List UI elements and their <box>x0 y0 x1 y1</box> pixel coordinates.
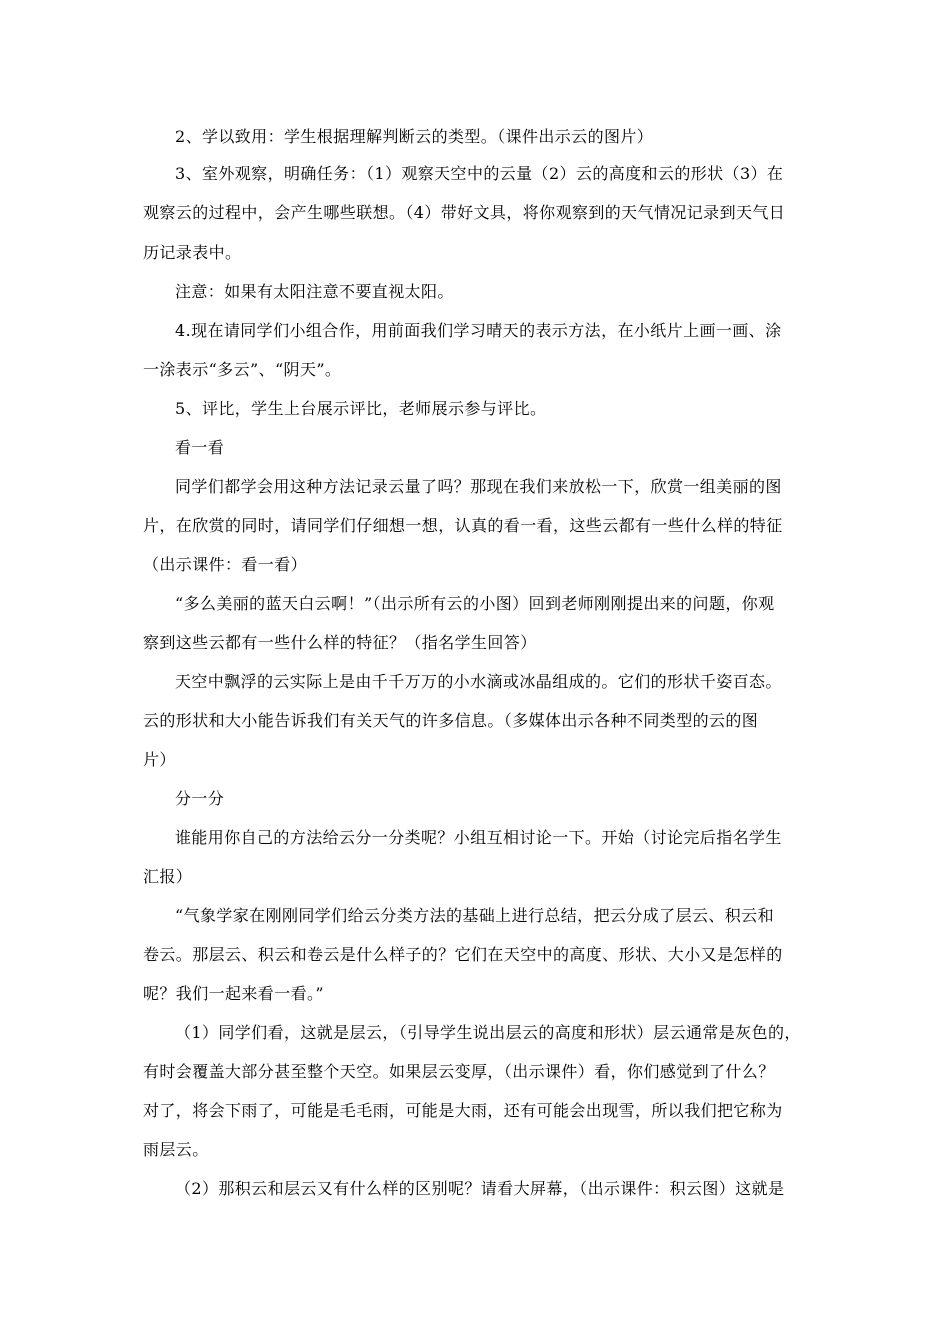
text-line: 汇报） <box>143 867 193 886</box>
text-line: 历记录表中。 <box>143 243 242 262</box>
text-line: 片） <box>143 750 176 769</box>
text-line: 天空中飘浮的云实际上是由千千万万的小水滴或冰晶组成的。它们的形状千姿百态。 <box>175 672 782 691</box>
text-line: “气象学家在刚刚同学们给云分类方法的基础上进行总结，把云分成了层云、积云和 <box>175 906 774 925</box>
text-line: （2）那积云和层云又有什么样的区别呢？请看大屏幕，（出示课件：积云图）这就是 <box>175 1179 785 1198</box>
text-line: 5、评比，学生上台展示评比，老师展示参与评比。 <box>175 399 547 418</box>
text-line: 有时会覆盖大部分甚至整个天空。如果层云变厚，（出示课件）看，你们感觉到了什么？ <box>143 1062 775 1081</box>
text-line: 谁能用你自己的方法给云分一分类呢？小组互相讨论一下。开始（讨论完后指名学生 <box>175 828 782 847</box>
text-line: （1）同学们看，这就是层云，（引导学生说出层云的高度和形状）层云通常是灰色的， <box>175 1023 801 1042</box>
text-line: 呢？我们一起来看一看。” <box>143 984 324 1003</box>
text-line: 2、学以致用：学生根据理解判断云的类型。（课件出示云的图片） <box>175 127 654 146</box>
text-line: 4.现在请同学们小组合作，用前面我们学习晴天的表示方法，在小纸片上画一画、涂 <box>175 321 782 340</box>
text-line: 一涂表示“多云”、“阴天”。 <box>143 360 342 379</box>
text-line: 卷云。那层云、积云和卷云是什么样子的？它们在天空中的高度、形状、大小又是怎样的 <box>143 945 783 964</box>
section-heading: 看一看 <box>175 438 225 457</box>
text-line: （出示课件：看一看） <box>143 555 308 574</box>
text-line: 同学们都学会用这种方法记录云量了吗？那现在我们来放松一下，欣赏一组美丽的图 <box>175 477 782 496</box>
text-line: 察到这些云都有一些什么样的特征？（指名学生回答） <box>143 633 537 652</box>
text-line: 对了，将会下雨了，可能是毛毛雨，可能是大雨，还有可能会出现雪，所以我们把它称为 <box>143 1101 783 1120</box>
section-heading: 分一分 <box>175 789 225 808</box>
text-line: 注意：如果有太阳注意不要直视太阳。 <box>175 282 454 301</box>
text-line: 雨层云。 <box>143 1140 209 1159</box>
text-line: “多么美丽的蓝天白云啊！”（出示所有云的小图）回到老师刚刚提出来的问题，你观 <box>175 594 775 613</box>
text-line: 3、室外观察，明确任务：（1）观察天空中的云量（2）云的高度和云的形状（3）在 <box>175 164 784 183</box>
text-line: 观察云的过程中，会产生哪些联想。（4）带好文具，将你观察到的天气情况记录到天气日 <box>143 203 786 222</box>
text-line: 片，在欣赏的同时，请同学们仔细想一想，认真的看一看，这些云都有一些什么样的特征 <box>143 516 783 535</box>
text-line: 云的形状和大小能告诉我们有关天气的许多信息。（多媒体出示各种不同类型的云的图 <box>143 711 759 730</box>
